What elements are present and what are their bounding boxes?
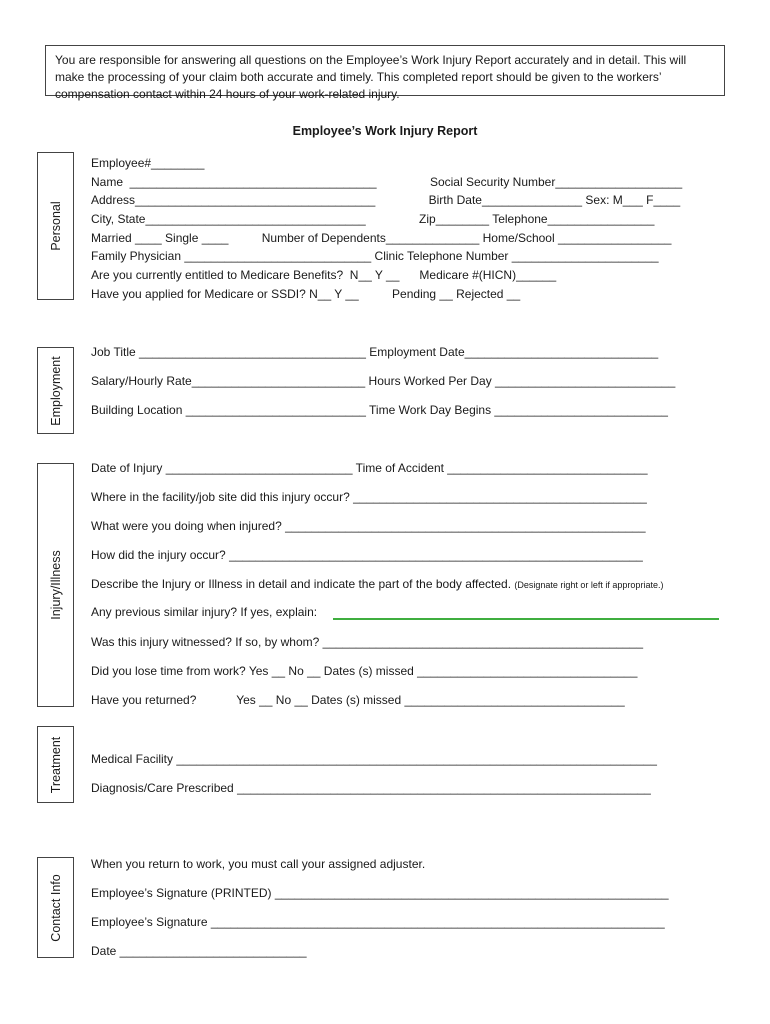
diagnosis-field[interactable]: Diagnosis/Care Prescribed ______________________________________________________________ [91,781,651,795]
activity-when-injured-field[interactable]: What were you doing when injured? ______________________________________________________ [91,519,646,533]
describe-injury-field[interactable] [91,576,731,593]
section-label-treatment: Treatment [48,736,63,793]
name-ssn-fields[interactable]: Name _____________________________________ Social Security Number___________________ [91,175,683,189]
medicare-ssdi-fields[interactable]: Have you applied for Medicare or SSDI? N__ Y __ Pending __ Rejected __ [91,287,521,301]
printed-signature-field[interactable]: Employee’s Signature (PRINTED) ___________________________________________________________ [91,886,669,900]
section-personal [37,152,74,300]
signature-field[interactable]: Employee’s Signature ____________________________________________________________________ [91,915,665,929]
section-contact [37,857,74,958]
section-treatment [37,726,74,803]
employee-number-field[interactable]: Employee#________ [91,156,205,170]
physician-clinic-fields[interactable]: Family Physician ____________________________ Clinic Telephone Number ______________________ [91,249,659,263]
address-birthdate-sex-fields[interactable]: Address____________________________________ Birth Date_______________ Sex: M___ F____ [91,193,681,207]
describe-injury-label: Describe the Injury or Illness in detail and indicate the part of the body affected. [91,577,512,591]
describe-injury-note: (Designate right or left if appropriate.) [514,580,664,590]
job-title-employment-date-fields[interactable]: Job Title __________________________________ Employment Date_____________________________ [91,345,659,359]
date-field[interactable]: Date ____________________________ [91,944,307,958]
building-time-fields[interactable]: Building Location ___________________________ Time Work Day Begins __________________________ [91,403,668,417]
witness-field[interactable]: Was this injury witnessed? If so, by whom? ________________________________________________ [91,635,643,649]
marital-dependents-fields[interactable]: Married ____ Single ____ Number of Dependents______________ Home/School _________________ [91,231,672,245]
city-zip-telephone-fields[interactable]: City, State_________________________________ Zip________ Telephone________________ [91,212,655,226]
previous-injury-field[interactable]: Any previous similar injury? If yes, explain: [91,605,318,619]
salary-hours-fields[interactable]: Salary/Hourly Rate__________________________ Hours Worked Per Day ___________________________ [91,374,676,388]
returned-field[interactable]: Have you returned? Yes __ No __ Dates (s) missed _________________________________ [91,693,625,707]
section-label-injury: Injury/Illness [48,550,63,620]
section-label-personal: Personal [48,201,63,251]
injury-location-field[interactable]: Where in the facility/job site did this injury occur? ____________________________________________ [91,490,647,504]
return-to-work-note: When you return to work, you must call your assigned adjuster. [91,857,426,871]
section-employment [37,347,74,434]
previous-injury-answer-line[interactable] [333,618,719,620]
medical-facility-field[interactable]: Medical Facility ________________________________________________________________________ [91,752,657,766]
instructions-box: You are responsible for answering all questions on the Employee’s Work Injury Report accurately and in detail. This will make the processing of your claim both accurate and timely. This completed report should be given to the workers’ compensation contact within 24 hours of your work-related injury. [45,45,725,96]
how-injury-occurred-field[interactable]: How did the injury occur? ______________________________________________________________ [91,548,643,562]
section-label-contact: Contact Info [48,873,63,942]
date-time-injury-fields[interactable]: Date of Injury ____________________________ Time of Accident ______________________________ [91,461,648,475]
form-title: Employee’s Work Injury Report [292,124,478,138]
section-injury [37,463,74,707]
lost-time-field[interactable]: Did you lose time from work? Yes __ No __ Dates (s) missed _________________________________ [91,664,638,678]
medicare-benefits-fields[interactable]: Are you currently entitled to Medicare Benefits? N__ Y __ Medicare #(HICN)______ [91,268,557,282]
section-label-employment: Employment [48,355,63,426]
